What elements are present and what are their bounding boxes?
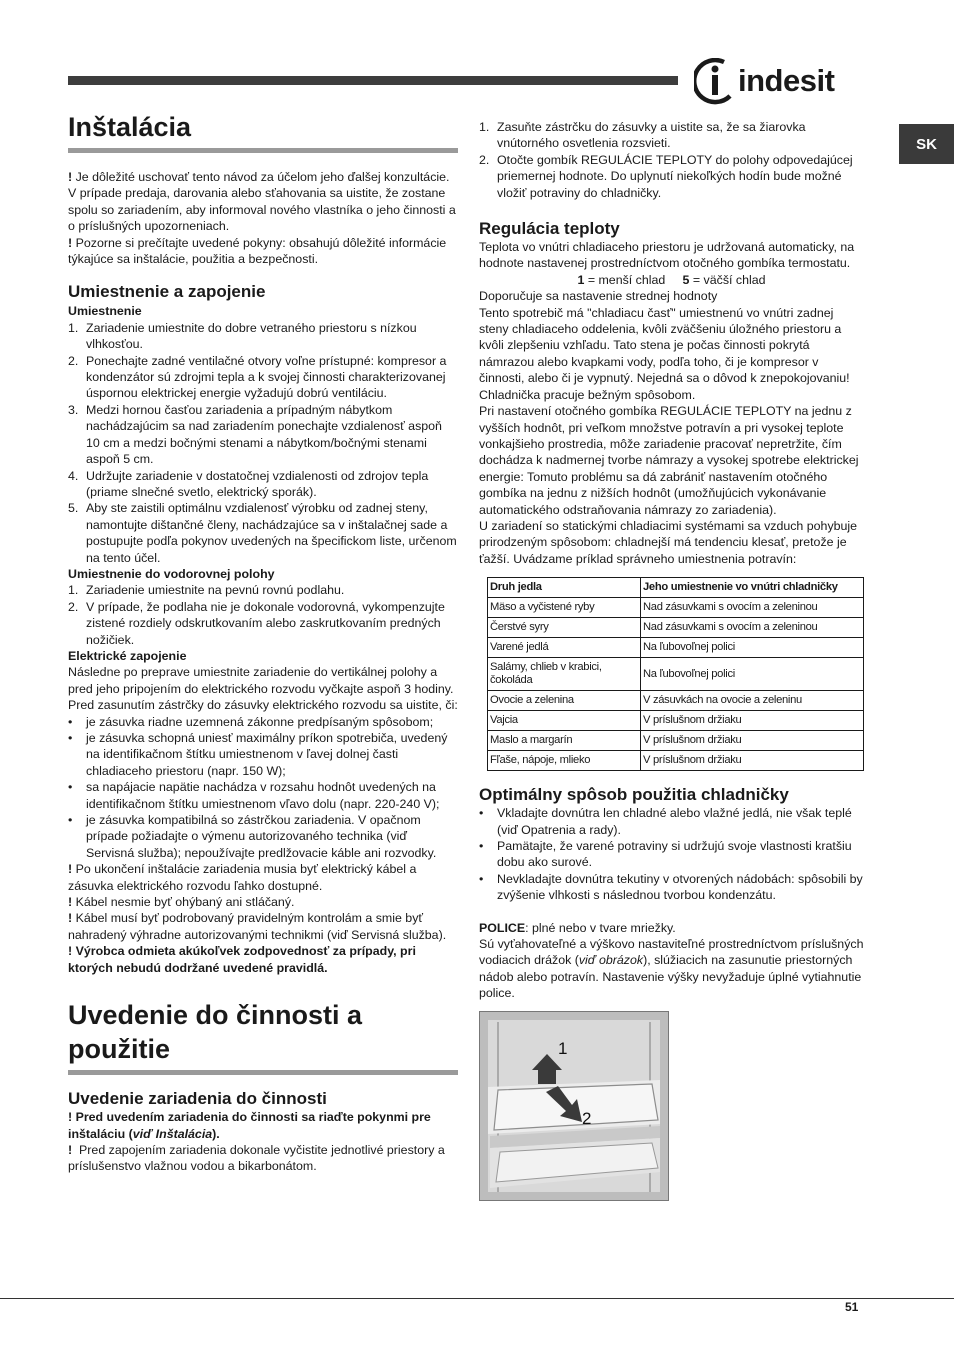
warning: ! Kábel musí byť podrobovaný pravidelným kontrolám a smie byť nahradený výhradne autorizovanými technikmi (viď Servisná služba). xyxy=(68,911,447,942)
table-cell: Nad zásuvkami s ovocím a zeleninou xyxy=(641,618,864,638)
left-column xyxy=(68,110,458,1175)
subheading-electrical: Elektrické zapojenie xyxy=(68,648,187,663)
shelf-illustration xyxy=(480,1012,668,1200)
figure-label-1: 1 xyxy=(558,1038,568,1058)
footer-rule xyxy=(0,1298,954,1299)
section-heading-placement: Umiestnenie a zapojenie xyxy=(68,282,266,302)
table-cell: Fľaše, nápoje, mlieko xyxy=(488,751,641,771)
list-item: • Pamätajte, že varené potraviny si udržujú svoje vlastnosti kratšiu dobu ako surové. xyxy=(479,838,852,870)
intro xyxy=(68,169,458,267)
optimal-list xyxy=(479,805,864,903)
food-placement-table xyxy=(487,577,864,771)
temp-paragraph: Pri nastavení otočného gombíka REGULÁCIE TEPLOTY na jednu z vyšších hodnôt, pri veľkom množstve potravín a pri vysokej teplote vonkajšieho prostredia, môže zariadenie pracovať nepretržite, čím dochádza k nadmernej tvorbe námrazy a vysokej spotrebe elektrickej energie: Tomuto problému sa dá zabrániť nastavením otočného gombíka na jednu z nižších hodnôt (umožňujúcich vykonávanie automatického odstraňovania námrazy zo zariadenia). xyxy=(479,404,859,517)
table-row xyxy=(488,691,864,711)
table-header-cell: Druh jedla xyxy=(488,578,641,598)
electrical-list xyxy=(68,714,458,862)
table-cell: V zásuvkách na ovocie a zeleninu xyxy=(641,691,864,711)
section-heading-startup: Uvedenie zariadenia do činnosti xyxy=(68,1089,327,1109)
table-cell: Na ľubovoľnej polici xyxy=(641,658,864,691)
intro-paragraph: ! Je dôležité uschovať tento návod za účelom jeho ďalšej konzultácie. V prípade predaja, darovania alebo sťahovania sa uistite, že zostane spolu so zariadením, aby informoval nového vlastníka o jeho činnosti a o príslušných upozorneniach. xyxy=(68,170,456,234)
table-cell: Čerstvé syry xyxy=(488,618,641,638)
leveling-list xyxy=(68,582,458,648)
list-item: • Nevkladajte dovnútra tekutiny v otvorených nádobách: spôsobili by zvýšenie vlhkosti s následnou tvorbou kondenzátu. xyxy=(479,871,863,903)
electrical-intro: Následne po preprave umiestnite zariadenie do vertikálnej polohy a pred jeho pripojením do elektrického rozvodu vyčkajte aspoň 3 hodiny. Pred zasunutím zástrčky do zásuvky elektrického rozvodu sa uistite, či: xyxy=(68,665,458,713)
list-item: • je zásuvka schopná uniesť maximálny príkon spotrebiča, uvedený na identifikačnom štítku umiestnenom v ľavej dolnej časti chladiaceho priestoru (napr. 150 W); xyxy=(68,731,448,778)
list-item: • je zásuvka kompatibilná so zástrčkou zariadenia. V opačnom prípade požiadajte o výmenu autorizovaného technika (viď Servisná služba); nepoužívajte predlžovacie káble ani rozvodky. xyxy=(68,813,437,860)
shelves-paragraph: Sú vyťahovateľné a výškovo nastaviteľné prostredníctvom príslušných vodiacich drážok (viď obrázok), slúžiacich na zasunutie priestorných nádob alebo potravín. Nastavenie výšky nevyžaduje úplné vytiahnutie police. xyxy=(479,937,864,1001)
list-item: 1. Zariadenie umiestnite na pevnú rovnú podlahu. xyxy=(68,583,345,598)
list-item: • sa napájacie napätie nachádza v rozsahu hodnôt uvedených na identifikačnom štítku umiestnenom vľavo dolu (napr. 220-240 V); xyxy=(68,780,440,811)
section-heading-temperature: Regulácia teploty xyxy=(479,219,620,239)
list-item: 2. Otočte gombík REGULÁCIE TEPLOTY do polohy odpovedajúcej priemernej hodnote. Do uplynutí niekoľkých hodín bude možné vložiť potraviny do chladničky. xyxy=(479,152,853,200)
page-number: 51 xyxy=(845,1300,859,1314)
shelves-line: POLICE: plné nebo v tvare mriežky. xyxy=(479,920,676,935)
table-cell: Na ľubovoľnej polici xyxy=(641,638,864,658)
list-item: 1. Zasuňte zástrčku do zásuvky a uistite sa, že sa žiarovka vnútorného osvetlenia rozsvieti. xyxy=(479,120,806,151)
right-column xyxy=(479,119,864,1201)
shelf-figure xyxy=(479,1011,669,1201)
temp-paragraph: Teplota vo vnútri chladiaceho priestoru je udržovaná automaticky, na hodnote nastavenej prostredníctvom otočného gombíka termostatu. xyxy=(479,240,855,271)
table-cell: V príslušnom držiaku xyxy=(641,731,864,751)
page-title: Inštalácia xyxy=(68,110,458,153)
table-cell: Ovocie a zelenina xyxy=(488,691,641,711)
table-cell: Nad zásuvkami s ovocím a zeleninou xyxy=(641,598,864,618)
temp-scale: 1 = menší chlad 5 = väčší chlad xyxy=(577,272,766,287)
table-cell: Salámy, chlieb v krabici, čokoláda xyxy=(488,658,641,691)
table-cell: Vajcia xyxy=(488,711,641,731)
logo-i-icon xyxy=(694,58,740,106)
section-heading-optimal: Optimálny spôsob použitia chladničky xyxy=(479,785,789,805)
list-item: • Vkladajte dovnútra len chladné alebo vlažné jedlá, nie však teplé (viď Opatrenia a rady). xyxy=(479,806,852,837)
table-cell: V príslušnom držiaku xyxy=(641,751,864,771)
brand-logo xyxy=(694,58,870,106)
section-title-startup: Uvedenie do činnosti a použitie xyxy=(68,998,458,1075)
table-header-cell: Jeho umiestnenie vo vnútri chladničky xyxy=(641,578,864,598)
list-item: 4. Udržujte zariadenie v dostatočnej vzdialenosti od zdrojov tepla (priame slnečné svetlo, elektrický sporák). xyxy=(68,468,429,499)
list-item: • je zásuvka riadne uzemnená zákonne predpísaným spôsobom; xyxy=(68,714,434,729)
list-item: 2. Ponechajte zadné ventilačné otvory voľne prístupné: kompresor a kondenzátor sú zdrojmi tepla a k svojej činnosti charakterizovanej úspornou elektrickej energie vyžadujú dobrú ventiláciu. xyxy=(68,353,447,401)
table-row xyxy=(488,658,864,691)
subheading-placement: Umiestnenie xyxy=(68,304,142,319)
warning: ! Po ukončení inštalácie zariadenia musia byť elektrický kábel a zásuvka elektrického rozvodu ľahko dostupné. xyxy=(68,862,417,893)
table-cell: Varené jedlá xyxy=(488,638,641,658)
table-cell: Mäso a vyčistené ryby xyxy=(488,598,641,618)
table-row xyxy=(488,751,864,771)
warning-bold: ! Výrobca odmieta akúkoľvek zodpovednosť za prípady, pri ktorých nebudú dodržané uvedené pravidlá. xyxy=(68,944,416,975)
language-tab: SK xyxy=(899,124,954,164)
startup-warning: ! Pred uvedením zariadenia do činnosti sa riaďte pokynmi pre inštaláciu (viď Inštalácia). xyxy=(68,1110,431,1141)
startup-steps xyxy=(479,119,864,201)
startup-note: ! Pred zapojením zariadenia dokonale vyčistite jednotlivé priestory a príslušenstvo vlažnou vodou a bikarbonátom. xyxy=(68,1142,445,1174)
warning: ! Kábel nesmie byť ohýbaný ani stláčaný. xyxy=(68,895,295,910)
list-item: 1. Zariadenie umiestnite do dobre vetraného priestoru s nízkou vlhkosťou. xyxy=(68,320,417,352)
list-item: 3. Medzi hornou časťou zariadenia a prípadným nábytkom nachádzajúcim sa nad zariadením ponechajte vzdialenosť aspoň 10 cm a medzi bočnými stenami a nábytkom/bočnými stenami aspoň 5 cm. xyxy=(68,402,442,467)
table-row xyxy=(488,618,864,638)
table-row xyxy=(488,731,864,751)
header-bar xyxy=(68,76,678,85)
table-header-row xyxy=(488,578,864,598)
figure-label-2: 2 xyxy=(582,1108,592,1128)
table-row xyxy=(488,711,864,731)
table-row xyxy=(488,598,864,618)
temp-paragraph: Doporučuje sa nastavenie strednej hodnoty xyxy=(479,289,718,304)
table-row xyxy=(488,638,864,658)
placement-list xyxy=(68,320,458,566)
table-cell: V príslušnom držiaku xyxy=(641,711,864,731)
brand-wordmark: indesit xyxy=(738,63,835,98)
subheading-leveling: Umiestnenie do vodorovnej polohy xyxy=(68,566,275,581)
table-cell: Maslo a margarín xyxy=(488,731,641,751)
temp-paragraph: U zariadení so statickými chladiacimi systémami sa vzduch pohybuje prirodzeným spôsobom: chladnejší má tendenciu klesať, pretože je ťažší. Uvádzame príklad správneho umiestnenia potravín: xyxy=(479,518,858,566)
list-item: 5. Aby ste zaistili optimálnu vzdialenosť výrobku od zadnej steny, namontujte dištančné členy, nachádzajúce sa v inštalačnej sade a postupujte podľa pokynov uvedených na špecifickom liste, určenom na tento účel. xyxy=(68,501,457,565)
temp-paragraph: Tento spotrebič má "chladiacu časť" umiestnenú vo vnútri zadnej steny chladiaceho oddelenia, kvôli zväčšeniu úložného priestoru a kvôli zlepšeniu vzhľadu. Tato stena je počas činnosti pokrytá námrazou alebo kvapkami vody, podľa toho, či je kompresor v činnosti, alebo či je vypnutý. Nejedná sa o dôvod k znepokojovaniu! Chladnička pracuje bežným spôsobom. xyxy=(479,305,850,402)
list-item: 2. V prípade, že podlaha nie je dokonale vodorovná, vykompenzujte zistené rozdiely odskrutkovaním alebo zaskrutkovaním predných nožičiek. xyxy=(68,599,445,647)
intro-paragraph: ! Pozorne si prečítajte uvedené pokyny: obsahujú dôležité informácie týkajúce sa inštalácie, použitia a bezpečnosti. xyxy=(68,235,447,267)
